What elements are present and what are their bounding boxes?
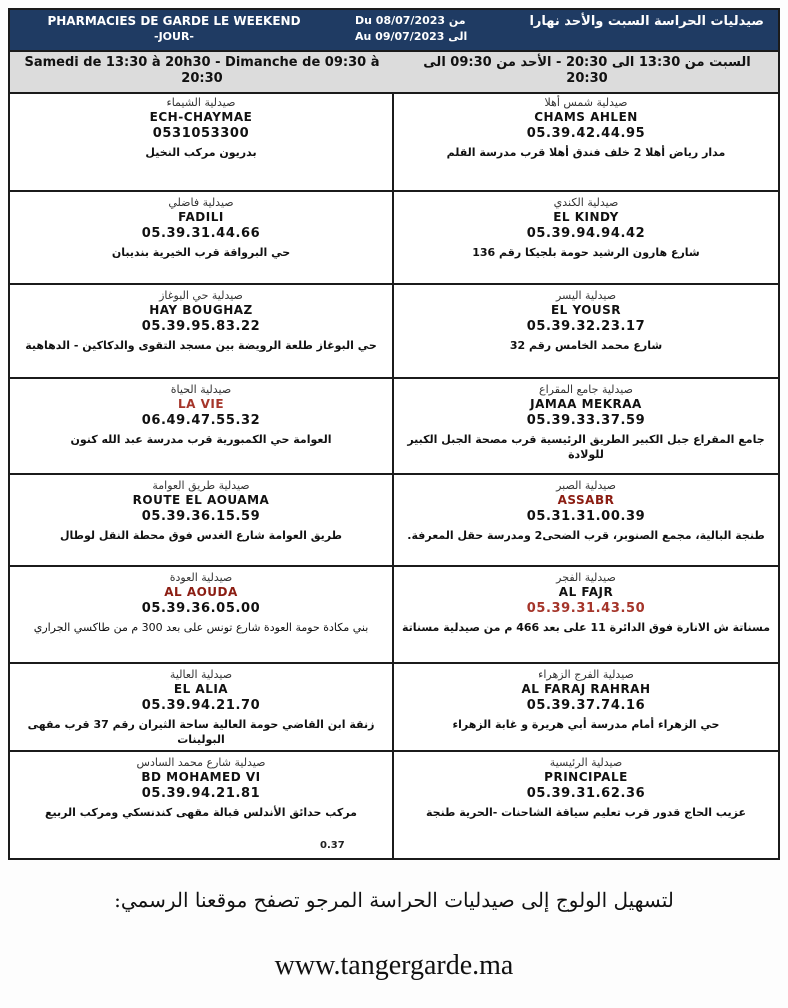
pharmacy-name-fr: AL AOUDA — [164, 585, 238, 599]
pharmacy-name-fr: EL KINDY — [553, 210, 619, 224]
pharmacy-name-ar: صيدلية شمس أهلا — [544, 96, 628, 109]
header-title-ar: صيدليات الحراسة السبت والأحد نهارا — [529, 14, 764, 29]
pharmacy-phone: 05.39.42.44.95 — [526, 126, 646, 141]
pharmacy-phone: 05.39.31.43.50 — [526, 601, 646, 616]
pharmacy-address: زنقة ابن القاضي حومة العالية ساحة الثيران رقم 37 قرب مقهى البولينات — [27, 718, 375, 746]
pharmacy-address: مركب حدائق الأندلس قبالة مقهى كندنسكي ومركب الربيع — [45, 806, 357, 819]
pharmacy-address: طريق العوامة شارع الغدس فوق محطة النقل لوطال — [60, 529, 342, 542]
pharmacy-name-ar: صيدلية الفرج الزهراء — [538, 668, 634, 681]
pharmacy-address: حي الزهراء أمام مدرسة أبي هريرة و غابة الزهراء — [452, 718, 720, 731]
pharmacy-name-ar: صيدلية طريق العوامة — [152, 479, 250, 492]
pharmacy-card — [10, 379, 394, 473]
pharmacy-address: حي البوغاز طلعة الرويضة بين مسجد التقوى والدكاكين - الدهاهية — [25, 339, 377, 352]
footer-instruction-ar: لتسهيل الولوج إلى صيدليات الحراسة المرجو تصفح موقعنا الرسمي: — [114, 888, 674, 912]
schedule-ar: السبت من 13:30 الى 20:30 - الأحد من 09:30 الى 20:30 — [423, 55, 751, 86]
pharmacy-phone: 0531053300 — [152, 126, 250, 141]
pharmacy-name-ar: صيدلية اليسر — [555, 289, 617, 302]
pharmacy-address: بني مكادة حومة العودة شارع تونس على بعد 300 م من طاكسي الجراري — [33, 621, 369, 634]
pharmacy-phone: 05.39.94.21.70 — [141, 698, 261, 713]
pharmacy-address: شارع هارون الرشيد حومة بلجيكا رقم 136 — [472, 246, 700, 259]
pharmacy-name-fr: FADILI — [178, 210, 224, 224]
pharmacy-name-fr: PRINCIPALE — [544, 770, 628, 784]
pharmacy-name-ar: صيدلية شارع محمد السادس — [136, 756, 266, 769]
pharmacy-name-ar: صيدلية الرئيسية — [549, 756, 623, 769]
pharmacy-address: مدار رياض أهلا 2 خلف فندق أهلا قرب مدرسة القلم — [446, 146, 726, 159]
pharmacy-name-fr: EL ALIA — [173, 682, 229, 696]
header-subtitle-fr: -JOUR- — [154, 30, 194, 43]
pharmacy-row — [10, 285, 778, 379]
pharmacy-name-ar: صيدلية حي البوغاز — [159, 289, 243, 302]
pharmacy-address: جامع المقراع جبل الكبير الطريق الرئيسية قرب مصحة الجبل الكبير للولادة — [407, 433, 765, 461]
date-to: Au 09/07/2023 الى — [355, 30, 468, 43]
pharmacy-card — [10, 285, 394, 377]
pharmacy-name-ar: صيدلية الصبر — [556, 479, 616, 492]
pharmacy-row — [10, 567, 778, 664]
pharmacy-phone: 05.39.37.74.16 — [526, 698, 646, 713]
pharmacy-card — [10, 567, 394, 662]
pharmacy-name-fr: LA VIE — [177, 397, 225, 411]
partial-phone-fragment: 0.37 — [320, 840, 345, 851]
pharmacy-card — [394, 285, 778, 377]
pharmacy-card — [394, 475, 778, 565]
pharmacy-phone: 05.39.36.15.59 — [141, 509, 261, 524]
pharmacy-address: طنجة البالية، مجمع الصنوبر، قرب الضحى2 ومدرسة حقل المعرفة. — [407, 529, 765, 542]
pharmacy-name-ar: صيدلية الشيماء — [166, 96, 236, 109]
pharmacy-row — [10, 752, 778, 858]
pharmacy-address: حي البرواقة قرب الخيرية بنديبان — [111, 246, 291, 259]
pharmacy-name-fr: BD MOHAMED VI — [141, 770, 261, 784]
pharmacy-name-fr: CHAMS AHLEN — [534, 110, 638, 124]
pharmacy-phone: 05.39.31.44.66 — [141, 226, 261, 241]
pharmacy-phone: 05.39.33.37.59 — [526, 413, 646, 428]
pharmacy-phone: 05.39.95.83.22 — [141, 319, 261, 334]
pharmacy-address: مسناتة ش الانارة فوق الدائرة 11 على بعد 466 م من صيدلية مسناتة — [401, 621, 771, 634]
pharmacy-row — [10, 664, 778, 752]
pharmacy-card — [394, 379, 778, 473]
pharmacy-name-fr: HAY BOUGHAZ — [149, 303, 253, 317]
pharmacy-name-ar: صيدلية العودة — [169, 571, 233, 584]
pharmacy-phone: 05.31.31.00.39 — [526, 509, 646, 524]
pharmacy-grid — [10, 92, 778, 858]
pharmacy-address: شارع محمد الخامس رقم 32 — [509, 339, 663, 352]
pharmacy-name-fr: JAMAA MEKRAA — [530, 397, 642, 411]
pharmacy-card — [394, 92, 778, 190]
pharmacy-phone: 05.39.36.05.00 — [141, 601, 261, 616]
pharmacy-row — [10, 475, 778, 567]
pharmacy-card — [394, 664, 778, 750]
pharmacy-phone: 05.39.94.94.42 — [526, 226, 646, 241]
pharmacy-name-fr: EL YOUSR — [550, 303, 622, 317]
pharmacy-name-ar: صيدلية الكندي — [553, 196, 619, 209]
pharmacy-schedule-sheet — [8, 8, 780, 860]
pharmacy-card — [394, 752, 778, 858]
pharmacy-row — [10, 379, 778, 475]
date-from: Du 08/07/2023 من — [355, 14, 466, 27]
header-bar — [10, 10, 778, 52]
pharmacy-name-fr: AL FARAJ RAHRAH — [521, 682, 651, 696]
pharmacy-name-fr: AL FAJR — [558, 585, 614, 599]
pharmacy-name-ar: صيدلية العالية — [169, 668, 233, 681]
pharmacy-name-ar: صيدلية فاضلي — [168, 196, 234, 209]
pharmacy-card — [10, 192, 394, 283]
pharmacy-phone: 05.39.32.23.17 — [526, 319, 646, 334]
header-title-fr: PHARMACIES DE GARDE LE WEEKEND — [47, 14, 301, 28]
pharmacy-card — [10, 664, 394, 750]
pharmacy-name-fr: ROUTE EL AOUAMA — [132, 493, 270, 507]
pharmacy-row — [10, 192, 778, 285]
pharmacy-phone: 05.39.31.62.36 — [526, 786, 646, 801]
website-link[interactable]: www.tangergarde.ma — [274, 950, 514, 981]
pharmacy-card — [10, 475, 394, 565]
pharmacy-address: عزيب الحاج قدور قرب تعليم سياقة الشاحنات -الحرية طنجة — [425, 806, 747, 819]
pharmacy-phone: 06.49.47.55.32 — [141, 413, 261, 428]
pharmacy-address: العوامة حي الكمبورية قرب مدرسة عبد الله كنون — [70, 433, 332, 446]
pharmacy-card — [394, 567, 778, 662]
pharmacy-name-ar: صيدلية الحياة — [170, 383, 232, 396]
pharmacy-card — [394, 192, 778, 283]
schedule-fr: Samedi de 13:30 à 20h30 - Dimanche de 09:30 à 20:30 — [24, 55, 380, 86]
pharmacy-phone: 05.39.94.21.81 — [141, 786, 261, 801]
schedule-bar — [10, 52, 778, 94]
pharmacy-name-ar: صيدلية الفجر — [556, 571, 616, 584]
pharmacy-name-fr: ECH-CHAYMAE — [149, 110, 253, 124]
pharmacy-name-ar: صيدلية جامع المقراع — [539, 383, 633, 396]
pharmacy-card — [10, 92, 394, 190]
pharmacy-address: بدريون مركب النخيل — [145, 146, 257, 159]
pharmacy-name-fr: ASSABR — [557, 493, 615, 507]
pharmacy-row — [10, 92, 778, 192]
